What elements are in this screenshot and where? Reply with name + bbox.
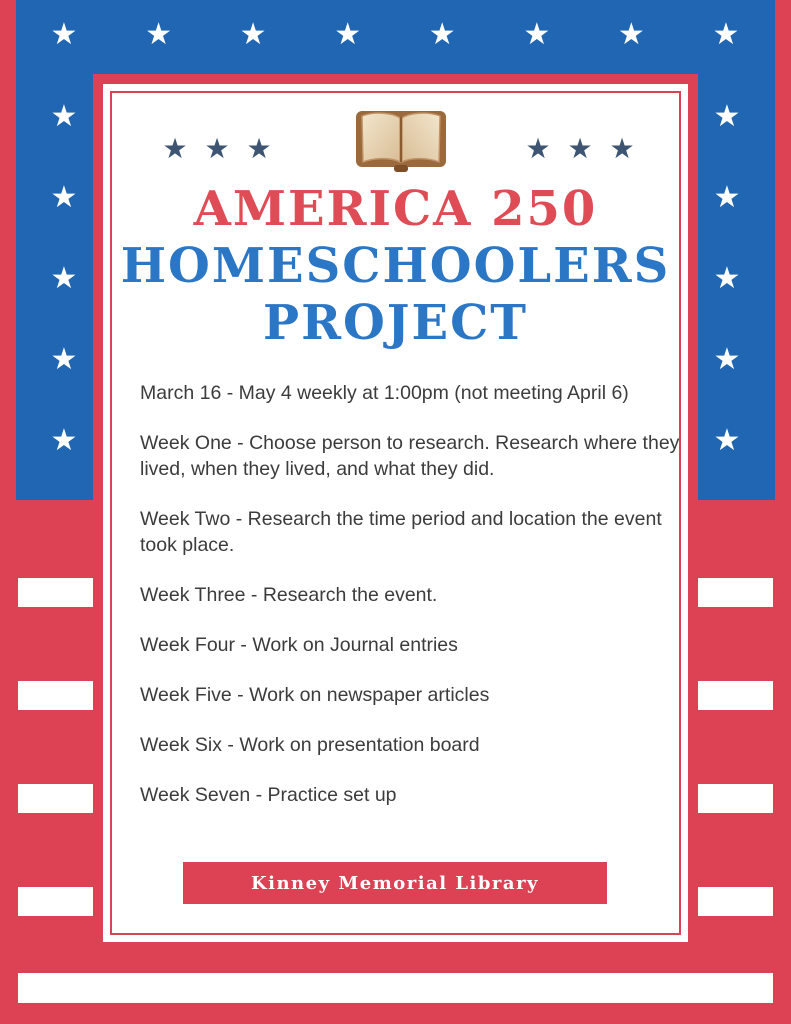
title-stars-right	[524, 132, 636, 165]
star-icon: ★	[617, 17, 645, 52]
schedule-section	[140, 380, 688, 832]
stripe-bar	[18, 887, 93, 916]
stripe-bar	[698, 784, 773, 813]
week-item: Week Five - Work on newspaper articles	[140, 684, 490, 706]
week-item: Week Six - Work on presentation board	[140, 734, 480, 756]
star-icon: ★	[50, 17, 78, 52]
library-banner	[183, 862, 607, 904]
stripe-bar	[698, 681, 773, 710]
star-icon: ★	[145, 17, 173, 52]
weeks-list	[140, 430, 688, 808]
schedule-line: March 16 - May 4 weekly at 1:00pm (not meeting April 6)	[140, 382, 629, 404]
star-icon: ★	[246, 132, 272, 165]
star-icon: ★	[50, 261, 78, 296]
right-stripe-column	[698, 578, 773, 916]
top-star-row	[47, 18, 743, 52]
star-icon: ★	[50, 423, 78, 458]
stripe-bar	[698, 578, 773, 607]
star-icon: ★	[50, 342, 78, 377]
left-stripe-column	[18, 578, 93, 916]
star-icon: ★	[713, 342, 741, 377]
star-icon: ★	[50, 99, 78, 134]
stripe-bar	[18, 681, 93, 710]
week-item: Week Three - Research the event.	[140, 584, 438, 606]
star-icon: ★	[713, 180, 741, 215]
stripe-bar	[698, 887, 773, 916]
star-icon: ★	[712, 17, 740, 52]
poster-title	[103, 181, 688, 352]
week-item: Week Four - Work on Journal entries	[140, 634, 458, 656]
title-line-2: HOMESCHOOLERS	[120, 238, 671, 294]
left-star-column	[47, 100, 81, 458]
star-icon: ★	[525, 132, 551, 165]
week-item: Week One - Choose person to research. Research where they lived, when they lived, and what they did.	[140, 432, 680, 480]
star-icon: ★	[50, 180, 78, 215]
week-item: Week Two - Research the time period and location the event took place.	[140, 508, 662, 556]
title-stars-left	[161, 132, 273, 165]
stripe-bar	[18, 784, 93, 813]
title-line-1: AMERICA 250	[193, 181, 598, 237]
star-icon: ★	[567, 132, 593, 165]
star-icon: ★	[162, 132, 188, 165]
star-icon: ★	[713, 261, 741, 296]
title-line-3: PROJECT	[262, 295, 528, 351]
star-icon: ★	[523, 17, 551, 52]
star-icon: ★	[239, 17, 267, 52]
week-item: Week Seven - Practice set up	[140, 784, 397, 806]
stripe-bar	[18, 578, 93, 607]
star-icon: ★	[713, 99, 741, 134]
library-banner-label: Kinney Memorial Library	[250, 872, 540, 894]
card-surface	[103, 84, 688, 942]
star-icon: ★	[334, 17, 362, 52]
star-icon: ★	[609, 132, 635, 165]
star-icon: ★	[204, 132, 230, 165]
open-book-icon	[355, 108, 447, 174]
star-icon: ★	[713, 423, 741, 458]
right-star-column	[710, 100, 744, 458]
star-icon: ★	[428, 17, 456, 52]
bottom-stripe	[18, 973, 773, 1003]
flyer-card	[93, 74, 698, 952]
